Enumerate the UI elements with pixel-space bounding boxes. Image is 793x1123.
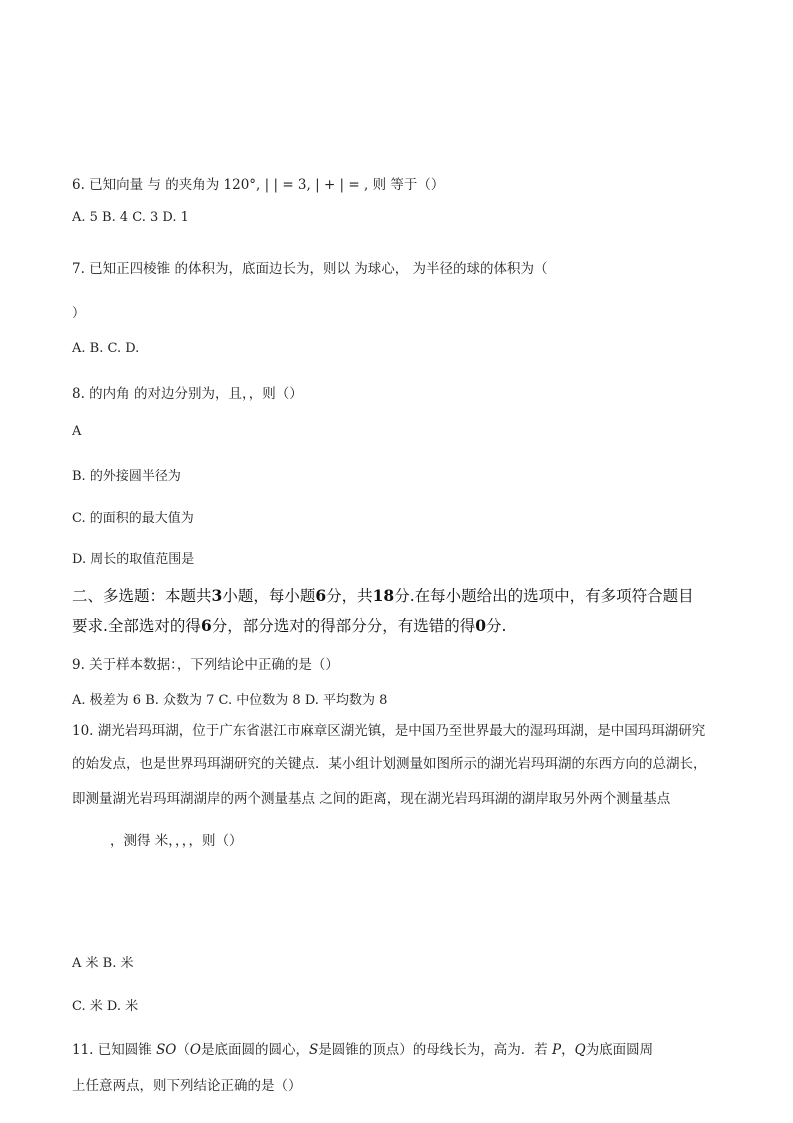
q10-line-2: 的始发点，也是世界玛珥湖研究的关键点．某小组计划测量如图所示的湖光岩玛珥湖的东西方向的总湖长， <box>72 756 707 772</box>
q8-option-b: B. 的外接圆半径为 <box>72 469 181 484</box>
q10-options-cd: C. 米 D. 米 <box>72 999 139 1014</box>
q11-line-1: 11. 已知圆锥 SO（O是底面圆的圆心，S是圆锥的顶点）的母线长为，高为．若 P，Q为底面圆周 <box>72 1042 654 1058</box>
q7-stem: 7. 已知正四棱锥 的体积为，底面边长为，则以 为球心， 为半径的球的体积为（ <box>72 261 548 277</box>
q7-stem-cont: ） <box>72 306 86 321</box>
q10-options-ab: A 米 B. 米 <box>72 956 134 971</box>
q10-line-1: 10. 湖光岩玛珥湖，位于广东省湛江市麻章区湖光镇，是中国乃至世界最大的湿玛珥湖，是中国玛珥湖研究 <box>72 723 706 739</box>
q9-options: A. 极差为 6 B. 众数为 7 C. 中位数为 8 D. 平均数为 8 <box>72 693 388 708</box>
section-2-line-1: 二、多选题：本题共3小题，每小题6分，共18分.在每小题给出的选项中，有多项符合题目 <box>72 586 694 605</box>
q6-stem: 6. 已知向量 与 的夹角为 120°, | | = 3, | + | = , 则 等于（） <box>72 177 445 193</box>
q8-option-a: A <box>72 424 82 439</box>
q7-options: A. B. C. D. <box>72 341 140 356</box>
q8-option-c: C. 的面积的最大值为 <box>72 511 194 526</box>
q10-line-3: 即测量湖光岩玛珥湖湖岸的两个测量基点 之间的距离，现在湖光岩玛珥湖的湖岸取另外两个测量基点 <box>72 791 671 807</box>
q9-stem: 9. 关于样本数据：，下列结论中正确的是（） <box>72 657 339 673</box>
q11-line-2: 上任意两点，则下列结论正确的是（） <box>72 1078 302 1094</box>
q10-line-4: ，测得 米，，，，则（） <box>110 833 243 849</box>
section-2-line-2: 要求.全部选对的得6分，部分选对的得部分分，有选错的得0分. <box>72 616 507 635</box>
q8-stem: 8. 的内角 的对边分别为，且，，则（） <box>72 386 303 402</box>
q6-options: A. 5 B. 4 C. 3 D. 1 <box>72 210 189 225</box>
q8-option-d: D. 周长的取值范围是 <box>72 552 195 567</box>
